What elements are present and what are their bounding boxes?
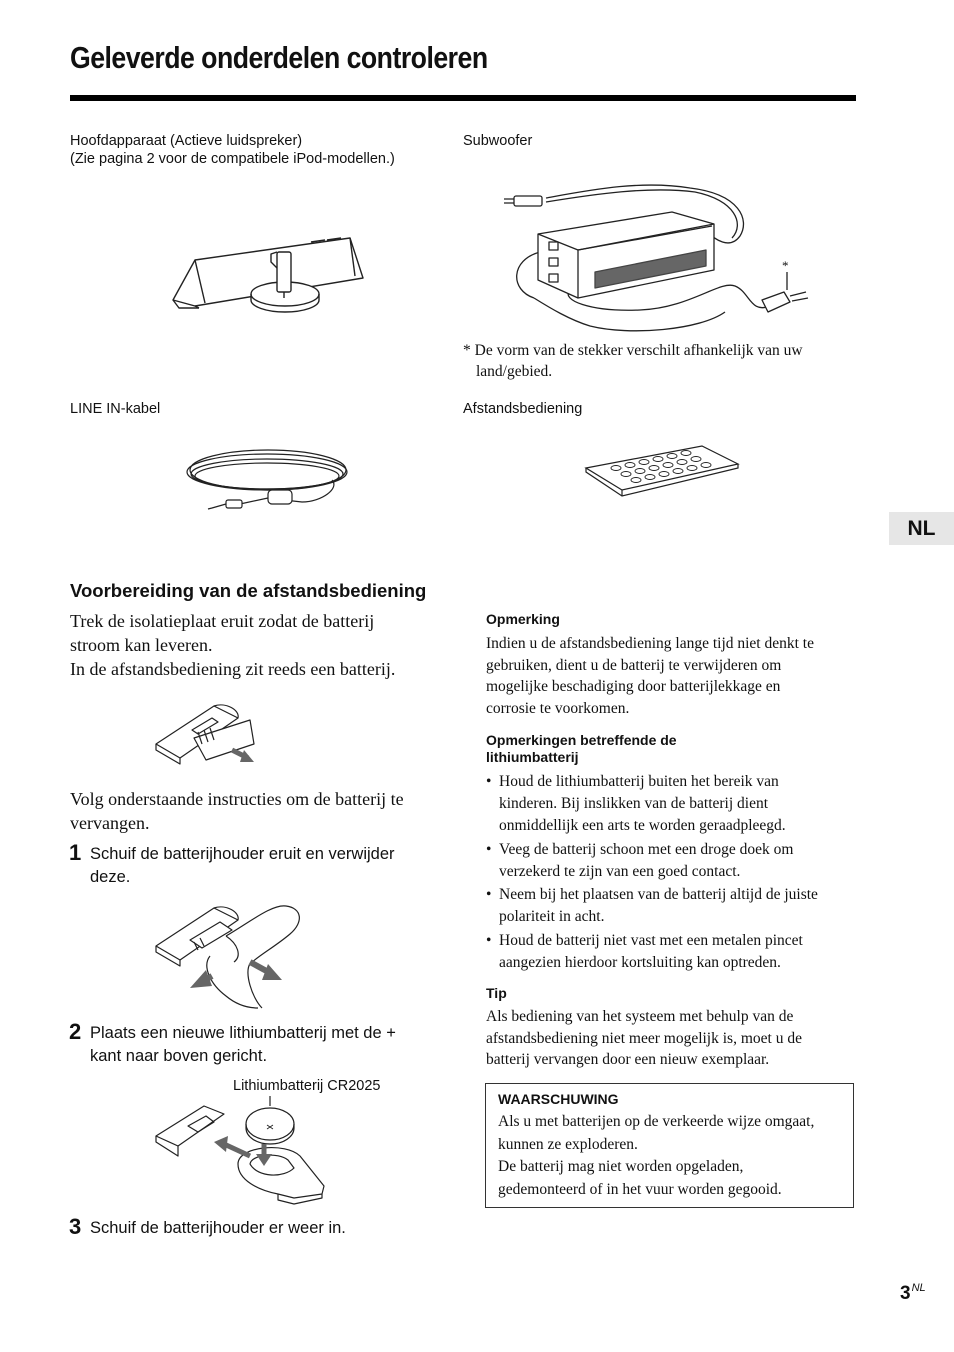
step-2-line1: Plaats een nieuwe lithiumbatterij met de +: [90, 1024, 396, 1042]
lithium-bullet: [486, 884, 856, 928]
bullet-1-line3: onmiddellijk een arts te worden geraadpleegd.: [499, 817, 786, 834]
intro-line2: stroom kan leveren.: [70, 635, 213, 655]
note-line4: corrosie te voorkomen.: [486, 699, 630, 717]
step-1-line2: deze.: [90, 868, 131, 886]
step-2-illustration: [154, 1094, 334, 1204]
insulation-sheet-illustration: [154, 700, 264, 772]
warning-line1: Als u met batterijen op de verkeerde wijze omgaat,: [498, 1113, 815, 1130]
lithium-bullet: [486, 771, 856, 837]
section-heading: Voorbereiding van de afstandsbediening: [70, 580, 427, 601]
intro-line3: In de afstandsbediening zit reeds een batterij.: [70, 659, 396, 679]
page-number-value: 3: [900, 1283, 911, 1304]
replace-line2: vervangen.: [70, 813, 150, 833]
note-line3: mogelijke beschadiging door batterijlekkage en: [486, 678, 781, 695]
step-3-number: 3: [69, 1214, 82, 1239]
step-1-line1: Schuif de batterijhouder eruit en verwijder: [90, 845, 395, 863]
line-in-cable-illustration: [182, 438, 352, 518]
warning-box: [485, 1083, 854, 1208]
lithium-bullet-list: [486, 771, 856, 975]
step-2-number: 2: [69, 1019, 82, 1044]
bullet-4-line1: • Houd de batterij niet vast met een metalen pincet: [499, 931, 803, 949]
tip-line2: afstandsbediening niet meer mogelijk is, moet u de: [486, 1029, 802, 1047]
lithium-heading-line1: Opmerkingen betreffende de: [486, 732, 677, 748]
replace-paragraph: [70, 787, 440, 835]
step-3-text: [90, 1217, 440, 1240]
page-number-suffix: NL: [911, 1282, 926, 1294]
line-in-cable-label: LINE IN-kabel: [70, 401, 161, 417]
tip-text: [486, 1006, 856, 1071]
intro-line1: Trek de isolatieplaat eruit zodat de batterij: [70, 611, 375, 631]
warning-heading: WAARSCHUWING: [498, 1091, 619, 1107]
tip-heading: Tip: [486, 985, 507, 1001]
intro-paragraph: [70, 609, 440, 681]
bullet-1-line2: kinderen. Bij inslikken van de batterij dient: [499, 795, 769, 812]
main-unit-label-line2: (Zie pagina 2 voor de compatibele iPod-modellen.): [70, 151, 395, 167]
lithium-bullet: [486, 930, 856, 974]
note-line1: Indien u de afstandsbediening lange tijd niet denkt te: [486, 635, 814, 652]
lithium-bullet: [486, 839, 856, 883]
language-tab: NL: [889, 512, 954, 545]
warning-text: [498, 1111, 843, 1201]
subwoofer-footnote-line1: * De vorm van de stekker verschilt afhankelijk van uw: [463, 342, 803, 359]
bullet-1-line1: • Houd de lithiumbatterij buiten het bereik van: [499, 773, 779, 790]
replace-line1: Volg onderstaande instructies om de batterij te: [70, 789, 404, 809]
tip-line1: Als bediening van het systeem met behulp van de: [486, 1008, 794, 1025]
bullet-4-line2: aangezien hierdoor kortsluiting kan optreden.: [499, 953, 781, 971]
bullet-2-line2: verzekerd te zijn van een goed contact.: [499, 862, 741, 880]
note-line2: gebruiken, dient u de batterij te verwijderen om: [486, 656, 782, 674]
subwoofer-footnote-line2: land/gebied.: [476, 363, 553, 380]
remote-illustration: [582, 440, 742, 500]
subwoofer-illustration: [500, 180, 820, 338]
bullet-2-line1: • Veeg de batterij schoon met een droge doek om: [499, 840, 794, 858]
main-unit-caption: [70, 132, 395, 168]
warning-line3: De batterij mag niet worden opgeladen,: [498, 1158, 744, 1175]
bullet-3-line2: polariteit in acht.: [499, 908, 605, 925]
battery-label: Lithiumbatterij CR2025: [233, 1078, 381, 1094]
lithium-heading-line2: lithiumbatterij: [486, 749, 579, 765]
step-3-line1: Schuif de batterijhouder er weer in.: [90, 1219, 346, 1237]
subwoofer-asterisk: *: [782, 258, 789, 273]
step-1-text: [90, 843, 440, 889]
warning-line4: gedemonteerd of in het vuur worden gegooid.: [498, 1180, 782, 1198]
note-heading: Opmerking: [486, 611, 560, 627]
warning-line2: kunnen ze exploderen.: [498, 1135, 638, 1153]
main-unit-illustration: [165, 228, 365, 318]
step-1-illustration: [154, 902, 314, 1010]
lithium-heading: [486, 732, 677, 766]
page-title: Geleverde onderdelen controleren: [70, 40, 488, 75]
bullet-3-line1: • Neem bij het plaatsen van de batterij altijd de juiste: [499, 886, 818, 903]
step-2-line2: kant naar boven gericht.: [90, 1047, 268, 1065]
step-1-number: 1: [69, 840, 82, 865]
step-2-text: [90, 1022, 440, 1068]
tip-line3: batterij vervangen door een nieuw exemplaar.: [486, 1051, 770, 1068]
remote-label: Afstandsbediening: [463, 401, 583, 417]
page-number: [900, 1283, 926, 1305]
main-unit-label-line1: Hoofdapparaat (Actieve luidspreker): [70, 133, 303, 149]
subwoofer-footnote: [463, 340, 803, 382]
subwoofer-label: Subwoofer: [463, 133, 533, 149]
title-rule: [70, 95, 856, 101]
note-text: [486, 633, 856, 719]
